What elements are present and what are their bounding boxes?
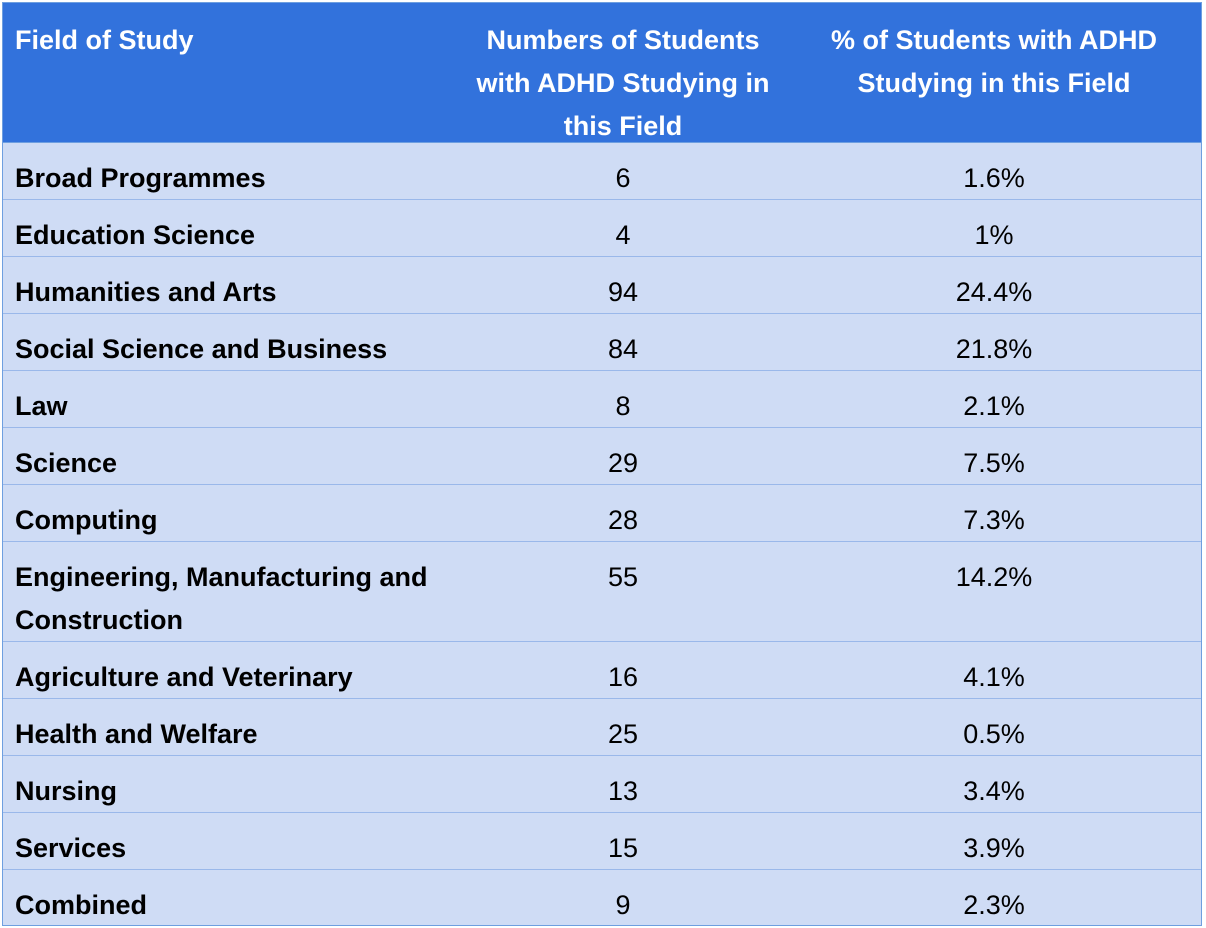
cell-count: 94	[607, 277, 639, 307]
table-row	[3, 756, 1201, 813]
cell-field: Health and Welfare	[15, 719, 258, 749]
cell-field: Science	[15, 448, 118, 478]
cell-percent: 21.8%	[955, 334, 1033, 364]
cell-percent: 7.3%	[963, 505, 1025, 535]
cell-count: 55	[607, 562, 639, 592]
cell-field: Nursing	[15, 776, 118, 806]
cell-field: Humanities and Arts	[15, 277, 277, 307]
cell-percent: 2.3%	[963, 890, 1025, 920]
cell-percent: 3.4%	[963, 776, 1025, 806]
cell-field: Broad Programmes	[15, 163, 266, 193]
cell-count: 25	[607, 719, 639, 749]
table-row	[3, 485, 1201, 542]
cell-percent: 1.6%	[963, 163, 1025, 193]
table-row	[3, 813, 1201, 870]
cell-percent: 14.2%	[955, 562, 1033, 592]
cell-field: Services	[15, 833, 127, 863]
cell-field: Agriculture and Veterinary	[15, 662, 353, 692]
cell-percent: 2.1%	[963, 391, 1025, 421]
cell-count: 6	[615, 163, 631, 193]
table-row	[3, 200, 1201, 257]
table-row	[3, 143, 1201, 200]
cell-field: Computing	[15, 505, 158, 535]
cell-percent: 3.9%	[963, 833, 1025, 863]
adhd-field-table	[2, 2, 1202, 926]
cell-percent: 4.1%	[963, 662, 1025, 692]
table-row	[3, 870, 1201, 925]
cell-count: 8	[615, 391, 631, 421]
cell-percent: 7.5%	[963, 448, 1025, 478]
cell-field: Education Science	[15, 220, 256, 250]
cell-count: 4	[615, 220, 631, 250]
cell-field: Engineering, Manufacturing and Construction	[15, 562, 428, 635]
header-field-of-study: Field of Study	[15, 25, 194, 55]
table-header	[3, 3, 1201, 143]
cell-percent: 1%	[974, 220, 1014, 250]
cell-percent: 24.4%	[955, 277, 1033, 307]
cell-count: 15	[607, 833, 639, 863]
table-row	[3, 314, 1201, 371]
cell-count: 9	[615, 890, 631, 920]
table-row	[3, 542, 1201, 642]
cell-count: 84	[607, 334, 639, 364]
cell-field: Social Science and Business	[15, 334, 388, 364]
header-number-of-students: Numbers of Students with ADHD Studying in this Field	[476, 25, 770, 141]
cell-count: 16	[607, 662, 639, 692]
header-percent-of-students: % of Students with ADHD Studying in this Field	[831, 25, 1157, 98]
cell-field: Combined	[15, 890, 147, 920]
table-row	[3, 371, 1201, 428]
table-row	[3, 699, 1201, 756]
cell-percent: 0.5%	[963, 719, 1025, 749]
cell-count: 28	[607, 505, 639, 535]
cell-count: 13	[607, 776, 639, 806]
cell-field: Law	[15, 391, 68, 421]
cell-count: 29	[607, 448, 639, 478]
table-row	[3, 642, 1201, 699]
table-row	[3, 428, 1201, 485]
table-row	[3, 257, 1201, 314]
